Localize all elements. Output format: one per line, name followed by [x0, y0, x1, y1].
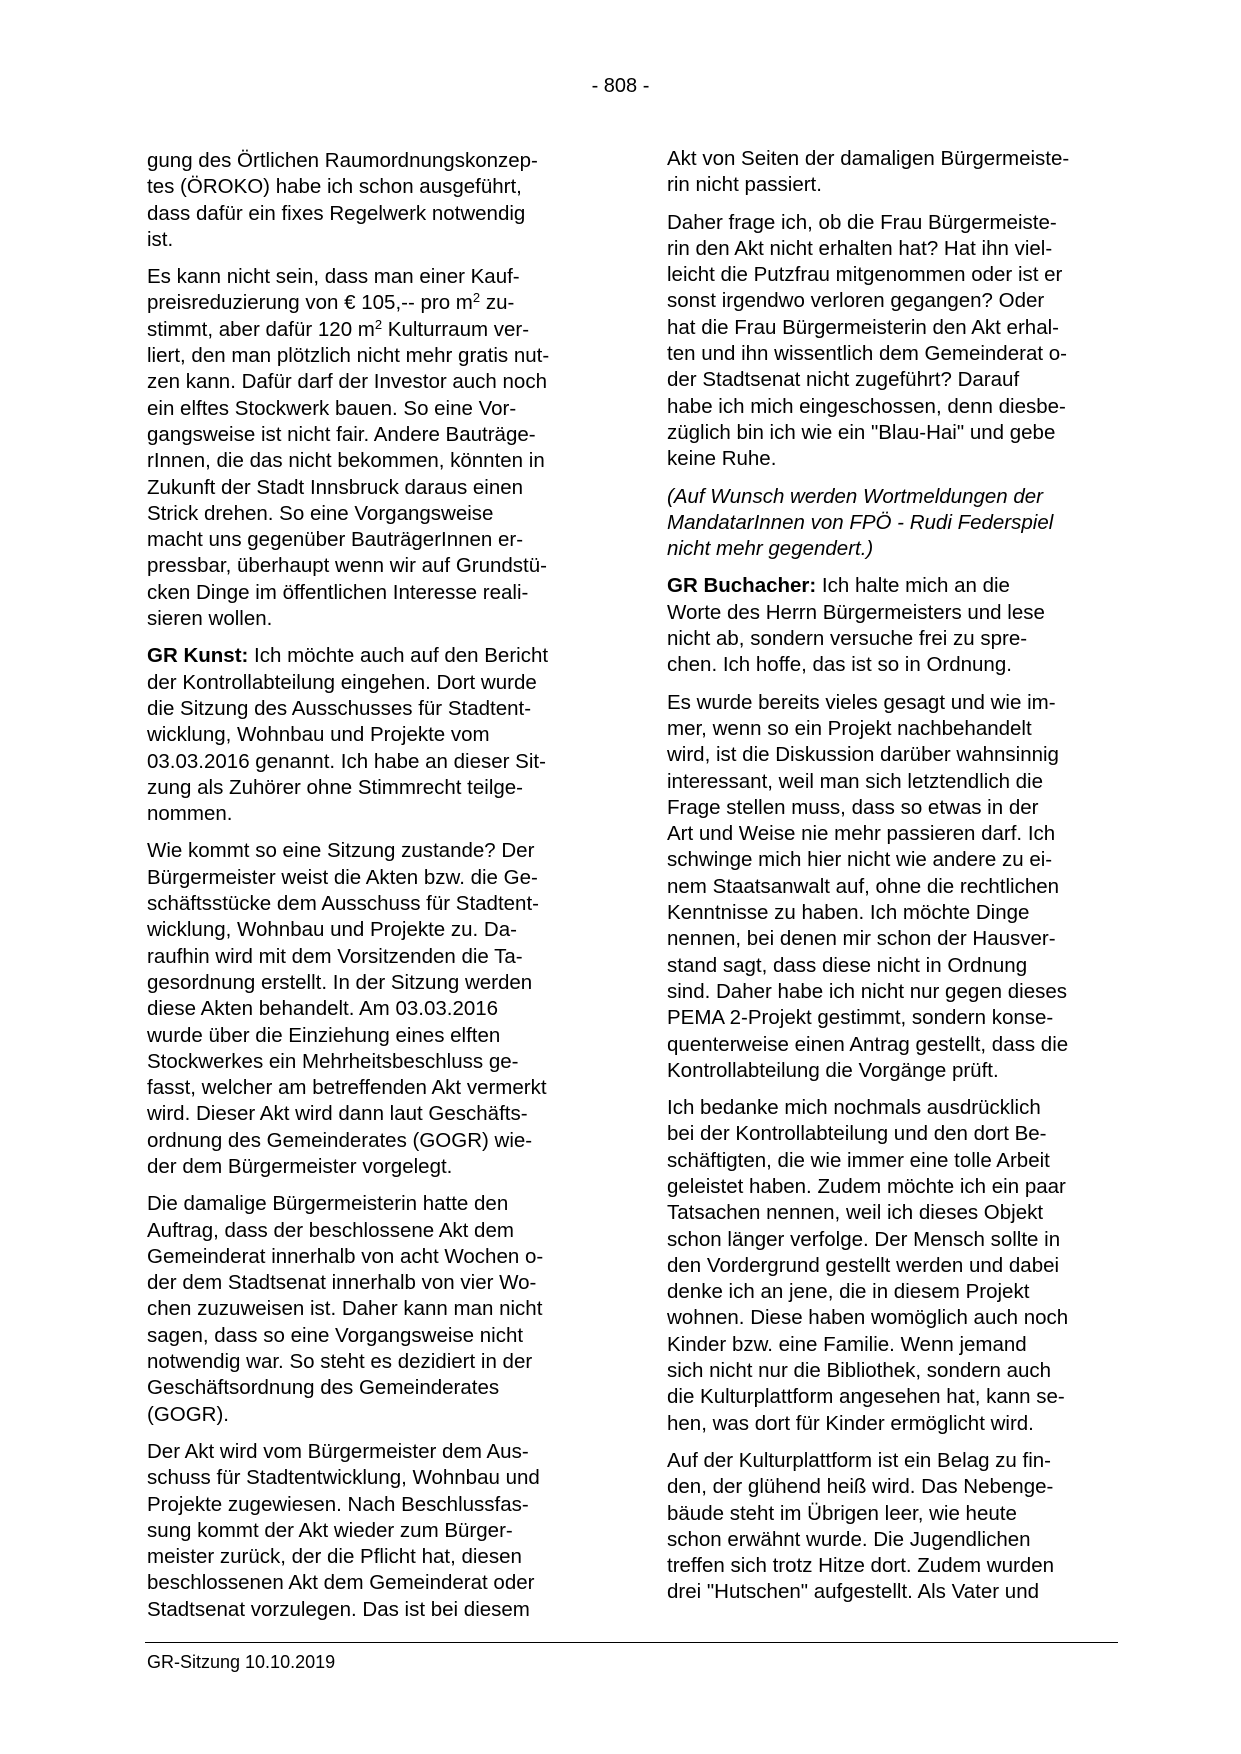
text-run: Es kann nicht sein, dass man einer Kauf- preisreduzierung von € 105,-- pro m: [147, 265, 520, 315]
paragraph: Die damalige Bürgermeisterin hatte den Auftrag, dass der beschlossene Akt dem Gemeinderat innerhalb von acht Wochen o- der dem Stadtsenat innerhalb von vier Wo- chen zuzuweisen ist. Daher kann man nicht sagen, dass so eine Vorgangsweise nicht notwendig war. So steht es dezidiert in der Geschäftsordnung des Gemeinderates (GOGR).: [147, 1192, 544, 1426]
speaker-name: GR Buchacher:: [667, 574, 817, 598]
paragraph: Akt von Seiten der damaligen Bürgermeiste- rin nicht passiert.: [667, 147, 1070, 197]
paragraph: Der Akt wird vom Bürgermeister dem Aus- schuss für Stadtentwicklung, Wohnbau und Projekte zugewiesen. Nach Beschlussfas- sung kommt der Akt wieder zum Bürger- meister zurück, der die Pflicht hat, diesen beschlossenen Akt dem Gemeinderat oder Stadtsenat vorzulegen. Das ist bei diesem: [147, 1439, 540, 1621]
page-number: - 808 -: [591, 75, 650, 97]
paragraph: [147, 643, 597, 827]
right-column: [667, 146, 1117, 1617]
speaker-name: GR Kunst:: [147, 644, 249, 668]
paragraph: [147, 264, 597, 632]
paragraph: Wie kommt so eine Sitzung zustande? Der Bürgermeister weist die Akten bzw. die Ge- schäftsstücke dem Ausschuss für Stadtent- wicklung, Wohnbau und Projekte zu. Da- raufhin wird mit dem Vorsitzenden die Ta- gesordnung erstellt. In der Sitzung werden diese Akten behandelt. Am 03.03.2016 wurde über die Einziehung eines elften Stockwerkes ein Mehrheitsbeschluss ge- fasst, welcher am betreffenden Akt vermerkt wird. Dieser Akt wird dann laut Geschäfts- ordnung des Gemeinderates (GOGR) wie- der dem Bürgermeister vorgelegt.: [147, 839, 547, 1178]
paragraph: Ich bedanke mich nochmals ausdrücklich bei der Kontrollabteilung und den dort Be- schäftigten, die wie immer eine tolle Arbeit geleistet haben. Zudem möchte ich ein paar Tatsachen nennen, weil ich dieses Objekt schon länger verfolge. Der Mensch sollte in den Vordergrund gestellt werden und dabei denke ich an jene, die in diesem Projekt wohnen. Diese haben womöglich auch noch Kinder bzw. eine Familie. Wenn jemand sich nicht nur die Bibliothek, sondern auch die Kulturplattform angesehen hat, kann se- hen, was dort für Kinder ermöglicht wird.: [667, 1096, 1069, 1435]
left-column: [147, 148, 597, 1634]
paragraph: gung des Örtlichen Raumordnungskonzep- tes (ÖROKO) habe ich schon ausgeführt, dass dafür ein fixes Regelwerk notwendig ist.: [147, 149, 538, 251]
speech-text: Ich möchte auch auf den Bericht der Kontrollabteilung eingehen. Dort wurde die Sitzung des Ausschusses für Stadtent- wicklung, Wohnbau und Projekte vom 03.03.2016 genannt. Ich habe an dieser Sit- zung als Zuhörer ohne Stimmrecht teilge- nommen.: [147, 644, 549, 826]
paragraph: [667, 573, 1117, 678]
paragraph: Auf der Kulturplattform ist ein Belag zu fin- den, der glühend heiß wird. Das Nebenge- bäude steht im Übrigen leer, wie heute schon erwähnt wurde. Die Jugendlichen treffen sich trotz Hitze dort. Zudem wurden drei "Hutschen" aufgestellt. Als Vater und: [667, 1448, 1055, 1604]
footer-text: GR-Sitzung 10.10.2019: [147, 1652, 336, 1672]
footer-divider: [145, 1642, 1118, 1643]
text-run: Kulturraum ver- liert, den man plötzlich nicht mehr gratis nut- zen kann. Dafür darf der Investor auch noch ein elftes Stockwerk bauen. So eine Vor- gangsweise ist nicht fair. Andere Bauträge- rInnen, die das nicht bekommen, könnten in Zukunft der Stadt Innsbruck daraus einen Strick drehen. So eine Vorgangsweise macht uns gegenüber BauträgerInnen er- pressbar, überhaupt wenn wir auf Grundstü- cken Dinge im öffentlichen Interesse reali- sieren wollen.: [147, 317, 550, 631]
text-run: zu- stimmt, aber dafür 120 m: [147, 291, 515, 341]
paragraph: Es wurde bereits vieles gesagt und wie im- mer, wenn so ein Projekt nachbehandelt wird, ist die Diskussion darüber wahnsinnig interessant, weil man sich letztendlich die Frage stellen muss, dass so etwas in der Art und Weise nie mehr passieren darf. Ich schwinge mich hier nicht wie andere zu ei- nem Staatsanwalt auf, ohne die rechtlichen Kenntnisse zu haben. Ich möchte Dinge nennen, bei denen mir schon der Hausver- stand sagt, dass diese nicht in Ordnung sind. Daher habe ich nicht nur gegen dieses PEMA 2-Projekt gestimmt, sondern konse- quenterweise einen Antrag gestellt, dass die Kontrollabteilung die Vorgänge prüft.: [667, 690, 1069, 1082]
editorial-note: (Auf Wunsch werden Wortmeldungen der MandatarInnen von FPÖ - Rudi Federspiel nicht mehr gegendert.): [667, 484, 1054, 561]
superscript: 2: [374, 316, 383, 332]
superscript: 2: [472, 290, 481, 306]
speech-text: Ich halte mich an die Worte des Herrn Bürgermeisters und lese nicht ab, sondern versuche frei zu spre- chen. Ich hoffe, das ist so in Ordnung.: [667, 574, 1045, 677]
paragraph: Daher frage ich, ob die Frau Bürgermeiste- rin den Akt nicht erhalten hat? Hat ihn viel- leicht die Putzfrau mitgenommen oder ist er sonst irgendwo verloren gegangen? Oder hat die Frau Bürgermeisterin den Akt erhal- ten und ihn wissentlich dem Gemeinderat o- der Stadtsenat nicht zugeführt? Darauf habe ich mich eingeschossen, denn diesbe- züglich bin ich wie ein "Blau-Hai" und gebe keine Ruhe.: [667, 210, 1067, 471]
